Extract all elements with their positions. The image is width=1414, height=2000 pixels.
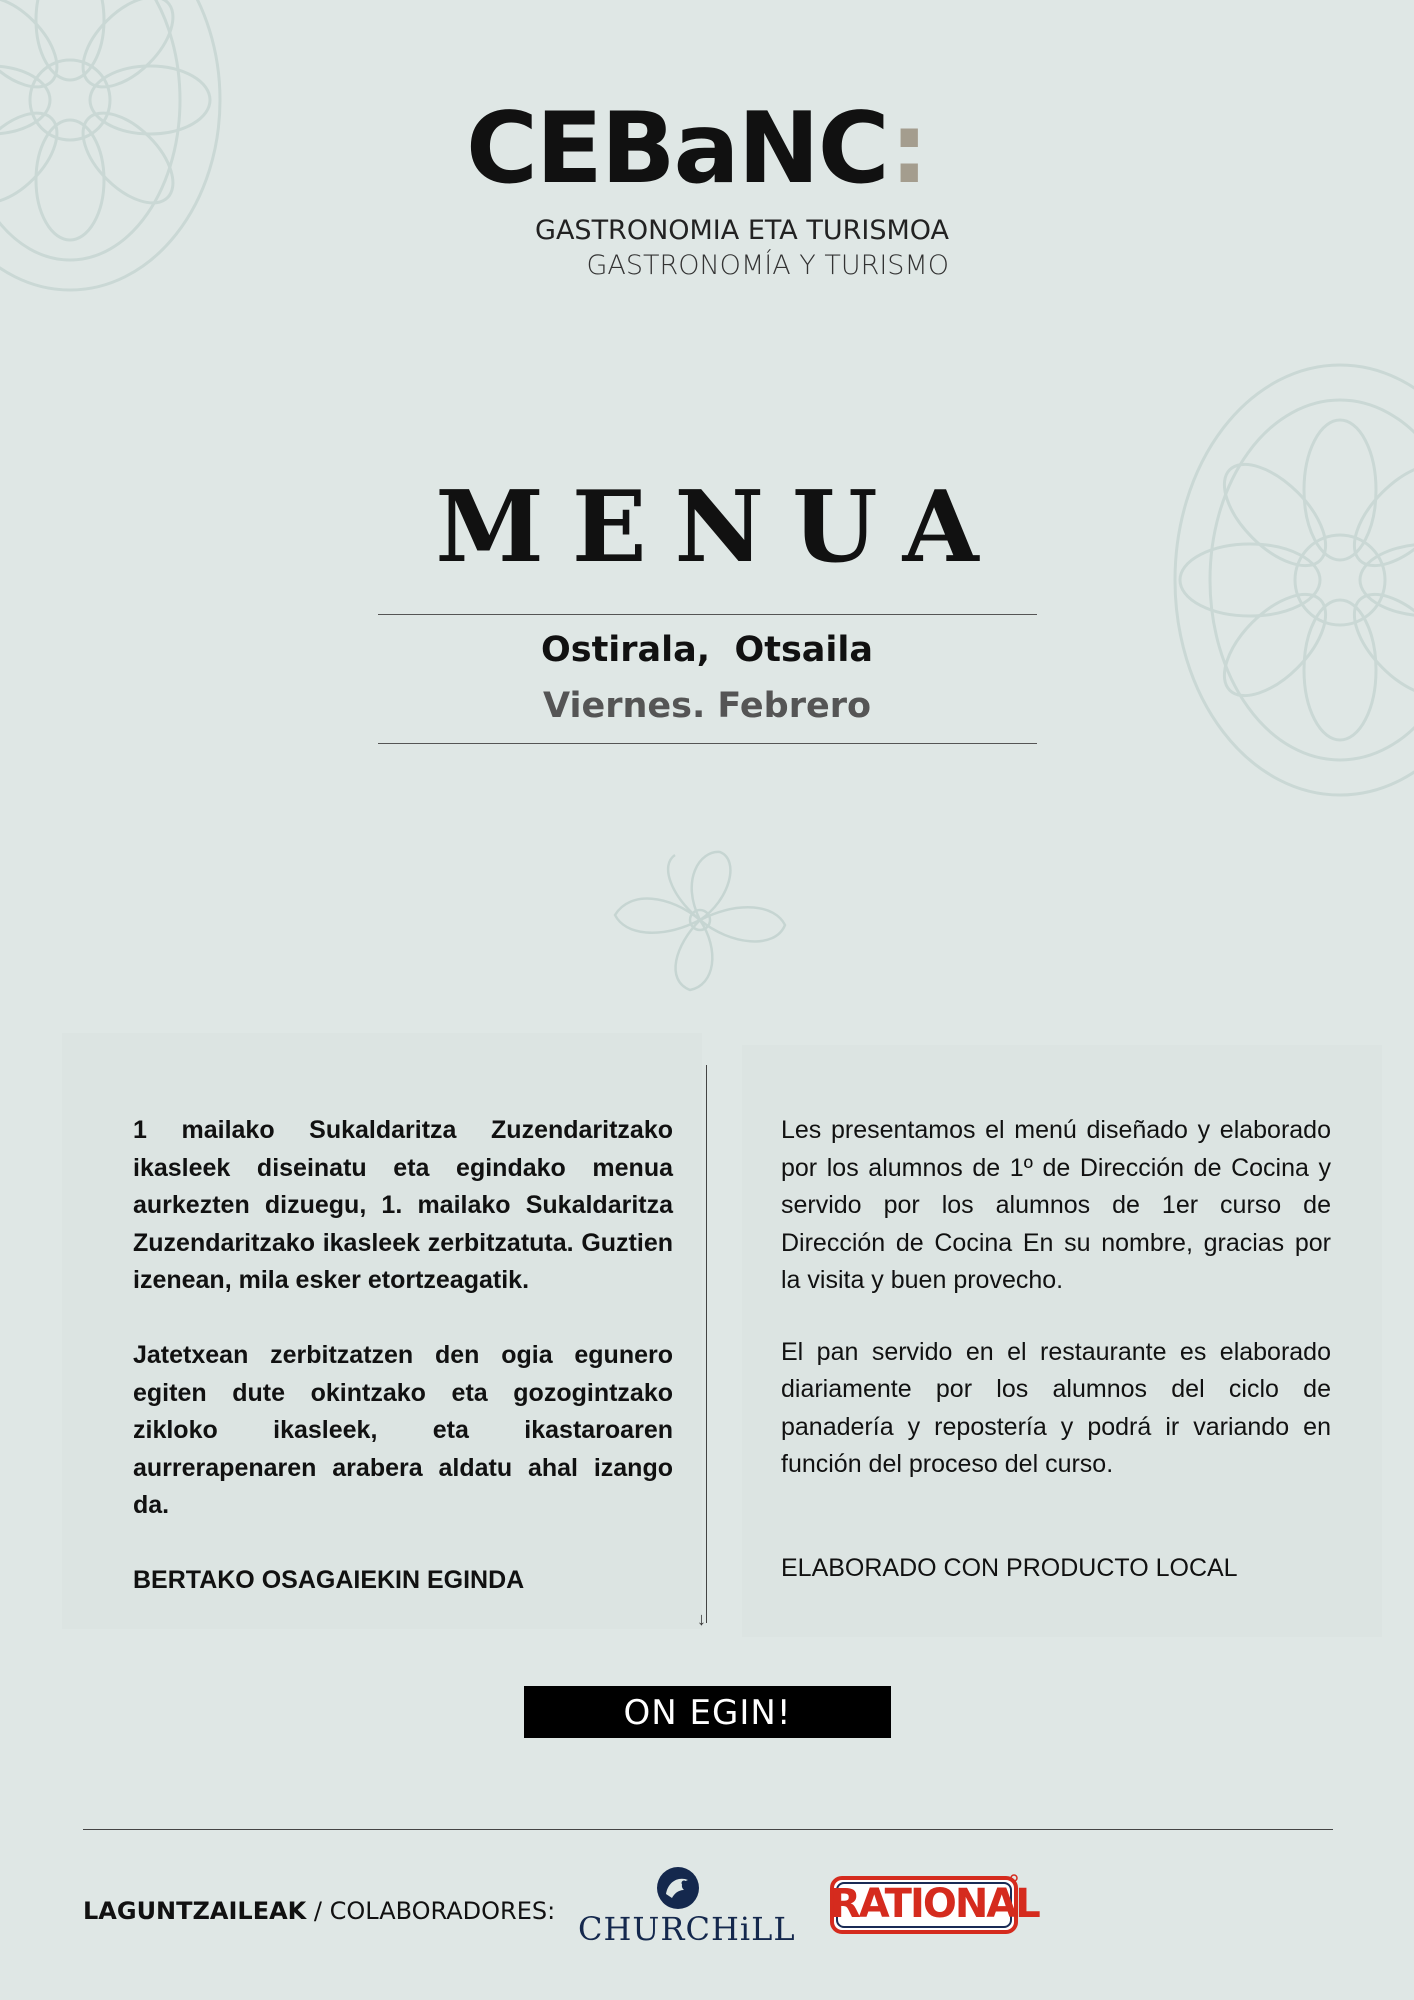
logo-wordmark [466, 92, 966, 206]
divider-line [378, 614, 1037, 615]
collaborators-label-es: / COLABORADORES: [306, 1897, 556, 1925]
churchill-emblem-icon [578, 1866, 778, 1912]
logo-subtitle-es: GASTRONOMÍA Y TURISMO [586, 250, 949, 281]
basque-paragraph-1: 1 mailako Sukaldaritza Zuzendaritzako ikasleek diseinatu eta egindako menua aurkezten dizuegu, 1. mailako Sukaldaritza Zuzendaritzako ikasleek zerbitzatuta. Guztien izenean, mila esker etortzeagatik. [133, 1116, 673, 1294]
flower-decoration-icon [0, 0, 270, 350]
collaborators-label [83, 1897, 555, 1925]
divider-line [378, 743, 1037, 744]
churchill-logo [578, 1866, 796, 1948]
logo-colon: : [889, 92, 927, 206]
rational-logo [830, 1872, 1039, 1936]
arrow-down-icon: ↓ [697, 1609, 706, 1629]
logo-wordmark-text: CEBaNC [466, 92, 888, 206]
rational-wordmark: RATIONAL [830, 1881, 1039, 1927]
spanish-text-column [781, 1112, 1331, 1587]
footer-divider [83, 1829, 1333, 1830]
spanish-paragraph-2: El pan servido en el restaurante es elaborado diariamente por los alumnos del ciclo de panadería y repostería y podrá ir variando en función del proceso del curso. [781, 1337, 1331, 1478]
date-basque: Ostirala, Otsaila [540, 630, 874, 670]
basque-text-column [133, 1112, 673, 1600]
flower-decoration-icon [600, 840, 800, 1000]
collaborators-label-eu: LAGUNTZAILEAK [83, 1897, 307, 1925]
churchill-wordmark: CHURCHiLL [578, 1910, 796, 1948]
basque-local-product-note: BERTAKO OSAGAIEKIN EGINDA [133, 1566, 525, 1594]
menu-title: MENUA [435, 470, 1007, 585]
flower-decoration-icon [1170, 360, 1414, 860]
spanish-paragraph-1: Les presentamos el menú diseñado y elaborado por los alumnos de 1º de Dirección de Cocina y servido por los alumnos de 1er curso de Dirección de Cocina En su nombre, gracias por la visita y buen provecho. [781, 1116, 1331, 1294]
date-spanish: Viernes. Febrero [542, 686, 872, 726]
spanish-local-product-note: ELABORADO CON PRODUCTO LOCAL [781, 1553, 1238, 1582]
logo-subtitle-eu: GASTRONOMIA ETA TURISMOA [535, 215, 949, 246]
column-divider [706, 1065, 707, 1623]
cebanc-logo [466, 92, 966, 281]
basque-paragraph-2: Jatetxean zerbitzatzen den ogia egunero egiten dute okintzako eta gozogintzako zikloko ikasleek, eta ikastaroaren aurrerapenaren arabera aldatu ahal izango da. [133, 1341, 673, 1519]
on-egin-banner: ON EGIN! [524, 1686, 891, 1738]
